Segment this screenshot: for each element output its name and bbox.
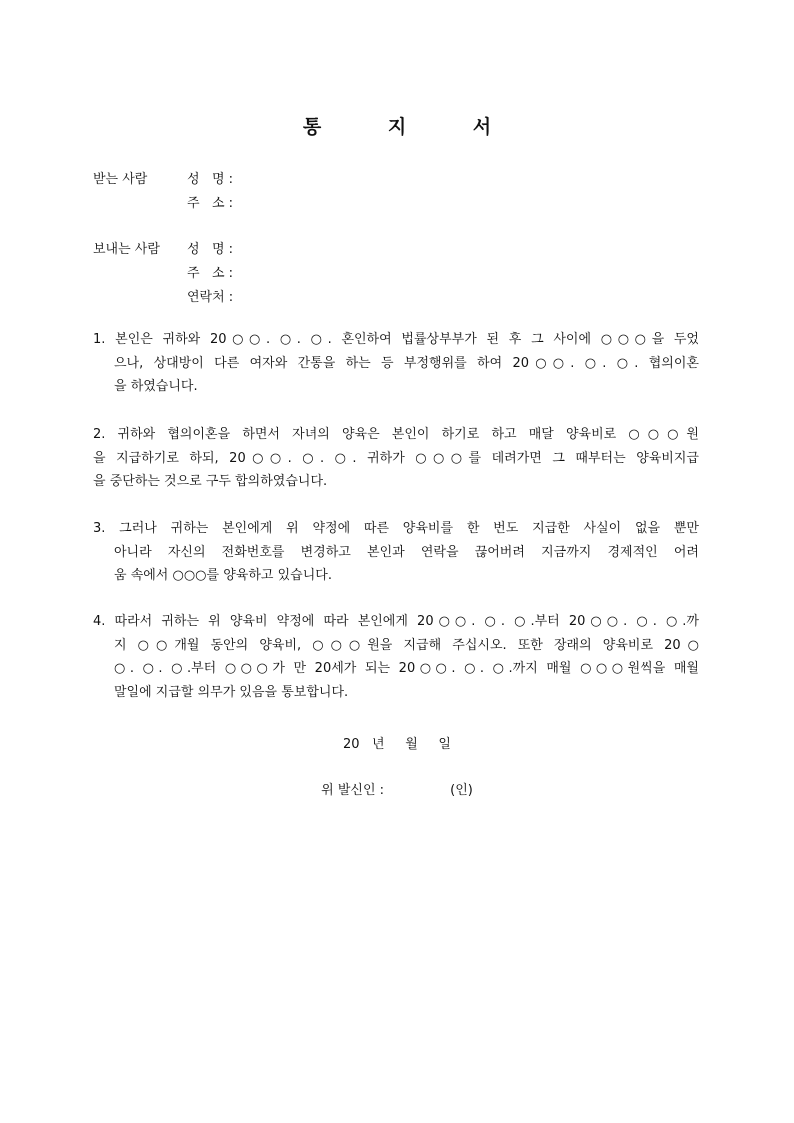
recipient-label: 받는 사람 xyxy=(93,172,148,187)
date-line: 20 년 월 일 xyxy=(343,737,451,752)
paragraph-line: 을 하였습니다. xyxy=(114,379,198,394)
paragraph-line: 1. 본인은 귀하와 20○○. ○. ○. 혼인하여 법률상부부가 된 후 그 사이에 ○○○을 두었 xyxy=(93,332,699,347)
paragraph-line: 4. 따라서 귀하는 위 양육비 약정에 따라 본인에게 20○○. ○. ○.부터 20○○. ○. ○.까 xyxy=(93,614,699,629)
paragraph-line: 2. 귀하와 협의이혼을 하면서 자녀의 양육은 본인이 하기로 하고 매달 양육비로 ○○○원 xyxy=(93,427,699,442)
paragraph-line: 아니라 자신의 전화번호를 변경하고 본인과 연락을 끊어버려 지금까지 경제적인 어려 xyxy=(114,544,699,560)
signature-line: 위 발신인 : (인) xyxy=(321,783,473,798)
paragraph-line: 을 지급하기로 하되, 20○○. ○. ○. 귀하가 ○○○를 데려가면 그 때부터는 양육비지급 xyxy=(93,450,699,466)
sender-address-label: 주 소 : xyxy=(187,266,234,281)
paragraph-line: ○. ○. ○.부터 ○○○가 만 20세가 되는 20○○. ○. ○.까지 매월 ○○○원씩을 매월 xyxy=(114,661,699,676)
recipient-name-label: 성 명 : xyxy=(187,172,234,187)
paragraph-line: 지 ○○개월 동안의 양육비, ○○○원을 지급해 주십시오. 또한 장래의 양육비로 20○ xyxy=(114,637,699,653)
paragraph-1 xyxy=(93,328,699,399)
paragraph-line: 을 중단하는 것으로 구두 합의하였습니다. xyxy=(93,474,328,489)
document-title: 통 지 서 xyxy=(302,116,522,138)
sender-name-label: 성 명 : xyxy=(187,242,234,257)
sender-contact-label: 연락처 : xyxy=(187,290,234,305)
paragraph-line: 움 속에서 ○○○를 양육하고 있습니다. xyxy=(114,568,332,583)
paragraph-line: 으나, 상대방이 다른 여자와 간통을 하는 등 부정행위를 하여 20○○. ○. ○. 협의이혼 xyxy=(114,355,699,371)
paragraph-line: 말일에 지급할 의무가 있음을 통보합니다. xyxy=(114,684,349,700)
paragraph-4 xyxy=(93,610,699,704)
paragraph-line: 3. 그러나 귀하는 본인에게 위 약정에 따른 양육비를 한 번도 지급한 사실이 없을 뿐만 xyxy=(93,521,699,536)
sender-label: 보내는 사람 xyxy=(93,242,160,257)
paragraph-2 xyxy=(93,423,699,494)
recipient-address-label: 주 소 : xyxy=(187,196,234,211)
paragraph-3 xyxy=(93,517,699,588)
